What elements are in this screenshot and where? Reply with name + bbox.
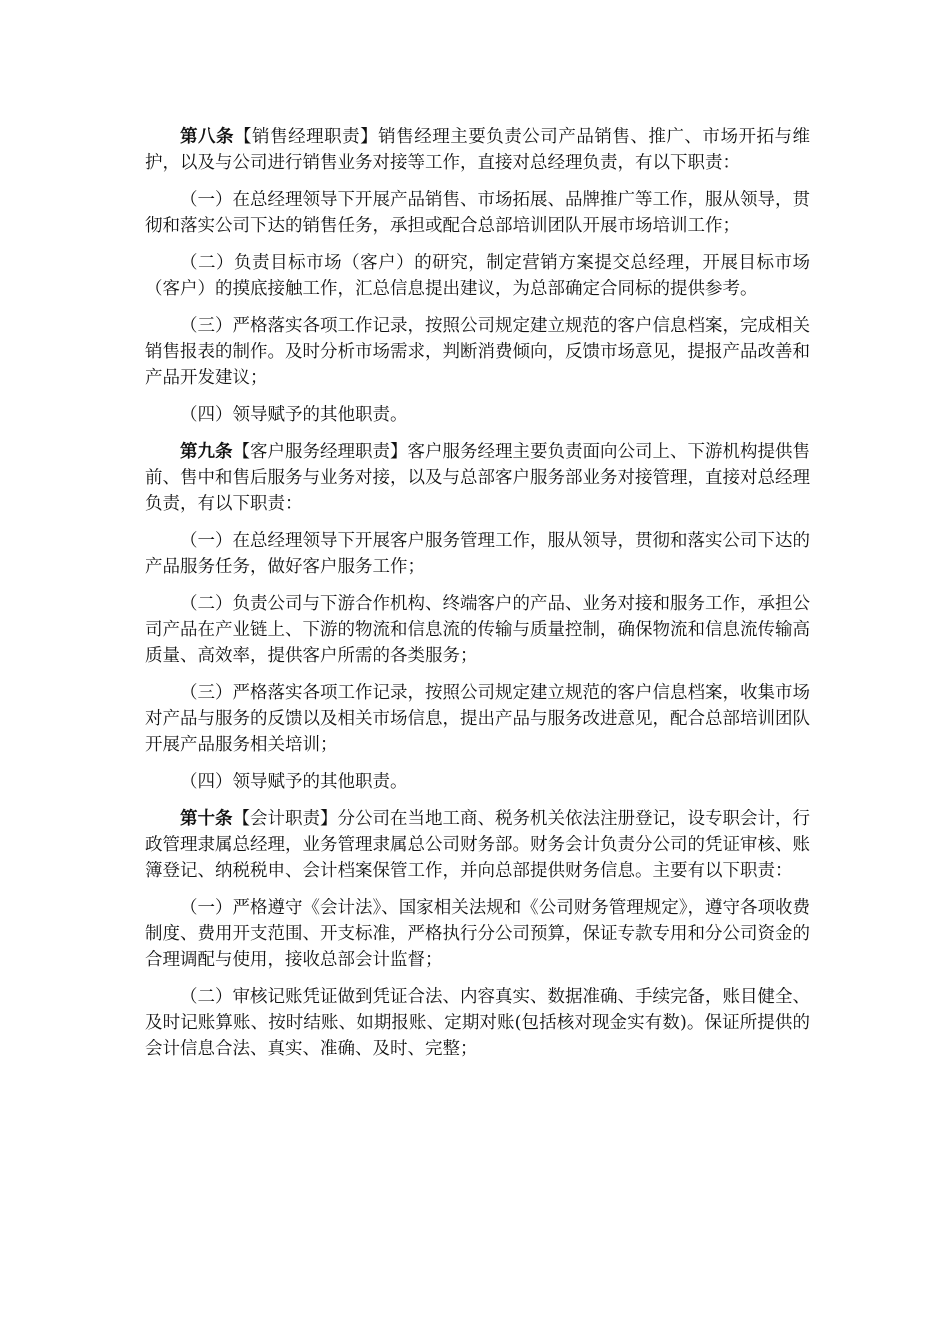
article-body: 客户服务经理主要负责面向公司上、下游机构提供售前、售中和售后服务与业务对接，以及与总部客户服务部业务对接管理，直接对总经理负责，有以下职责：	[145, 442, 810, 514]
article-9	[145, 439, 810, 517]
article-item: （一）在总经理领导下开展客户服务管理工作，服从领导，贯彻和落实公司下达的产品服务任务，做好客户服务工作；	[145, 531, 810, 577]
article-title: 【会计职责】	[232, 809, 338, 829]
article-item: （四）领导赋予的其他职责。	[180, 405, 408, 425]
article-item: （一）严格遵守《会计法》、国家相关法规和《公司财务管理规定》，遵守各项收费制度、费用开支范围、开支标准，严格执行分公司预算，保证专款专用和分公司资金的合理调配与使用，接收总部会计监督；	[145, 898, 810, 970]
article-10	[145, 806, 810, 884]
article-item: （二）审核记账凭证做到凭证合法、内容真实、数据准确、手续完备，账目健全、及时记账算账、按时结账、如期报账、定期对账(包括核对现金实有数)。保证所提供的会计信息合法、真实、准确、及时、完整；	[145, 987, 810, 1059]
article-item: （一）在总经理领导下开展产品销售、市场拓展、品牌推广等工作，服从领导，贯彻和落实公司下达的销售任务，承担或配合总部培训团队开展市场培训工作；	[145, 190, 810, 236]
document-page	[145, 124, 810, 1073]
article-body: 分公司在当地工商、税务机关依法注册登记，设专职会计，行政管理隶属总经理，业务管理隶属总公司财务部。财务会计负责分公司的凭证审核、账簿登记、纳税税申、会计档案保管工作，并向总部提供财务信息。主要有以下职责：	[145, 809, 810, 881]
article-8	[145, 124, 810, 176]
article-number: 第十条	[180, 809, 233, 829]
article-item: （二）负责目标市场（客户）的研究，制定营销方案提交总经理，开展目标市场（客户）的摸底接触工作，汇总信息提出建议，为总部确定合同标的提供参考。	[145, 253, 810, 299]
article-number: 第八条	[180, 127, 235, 147]
article-item: （三）严格落实各项工作记录，按照公司规定建立规范的客户信息档案，收集市场对产品与服务的反馈以及相关市场信息，提出产品与服务改进意见，配合总部培训团队开展产品服务相关培训；	[145, 683, 810, 755]
article-title: 【销售经理职责】	[234, 127, 379, 147]
article-item: （二）负责公司与下游合作机构、终端客户的产品、业务对接和服务工作，承担公司产品在产业链上、下游的物流和信息流的传输与质量控制，确保物流和信息流传输高质量、高效率，提供客户所需的各类服务；	[145, 594, 810, 666]
article-body: 销售经理主要负责公司产品销售、推广、市场开拓与维护，以及与公司进行销售业务对接等工作，直接对总经理负责，有以下职责：	[145, 127, 811, 173]
article-number: 第九条	[180, 442, 233, 462]
article-item: （三）严格落实各项工作记录，按照公司规定建立规范的客户信息档案，完成相关销售报表的制作。及时分析市场需求，判断消费倾向，反馈市场意见，提报产品改善和产品开发建议；	[145, 316, 810, 388]
article-item: （四）领导赋予的其他职责。	[180, 772, 408, 792]
article-title: 【客户服务经理职责】	[232, 442, 408, 462]
